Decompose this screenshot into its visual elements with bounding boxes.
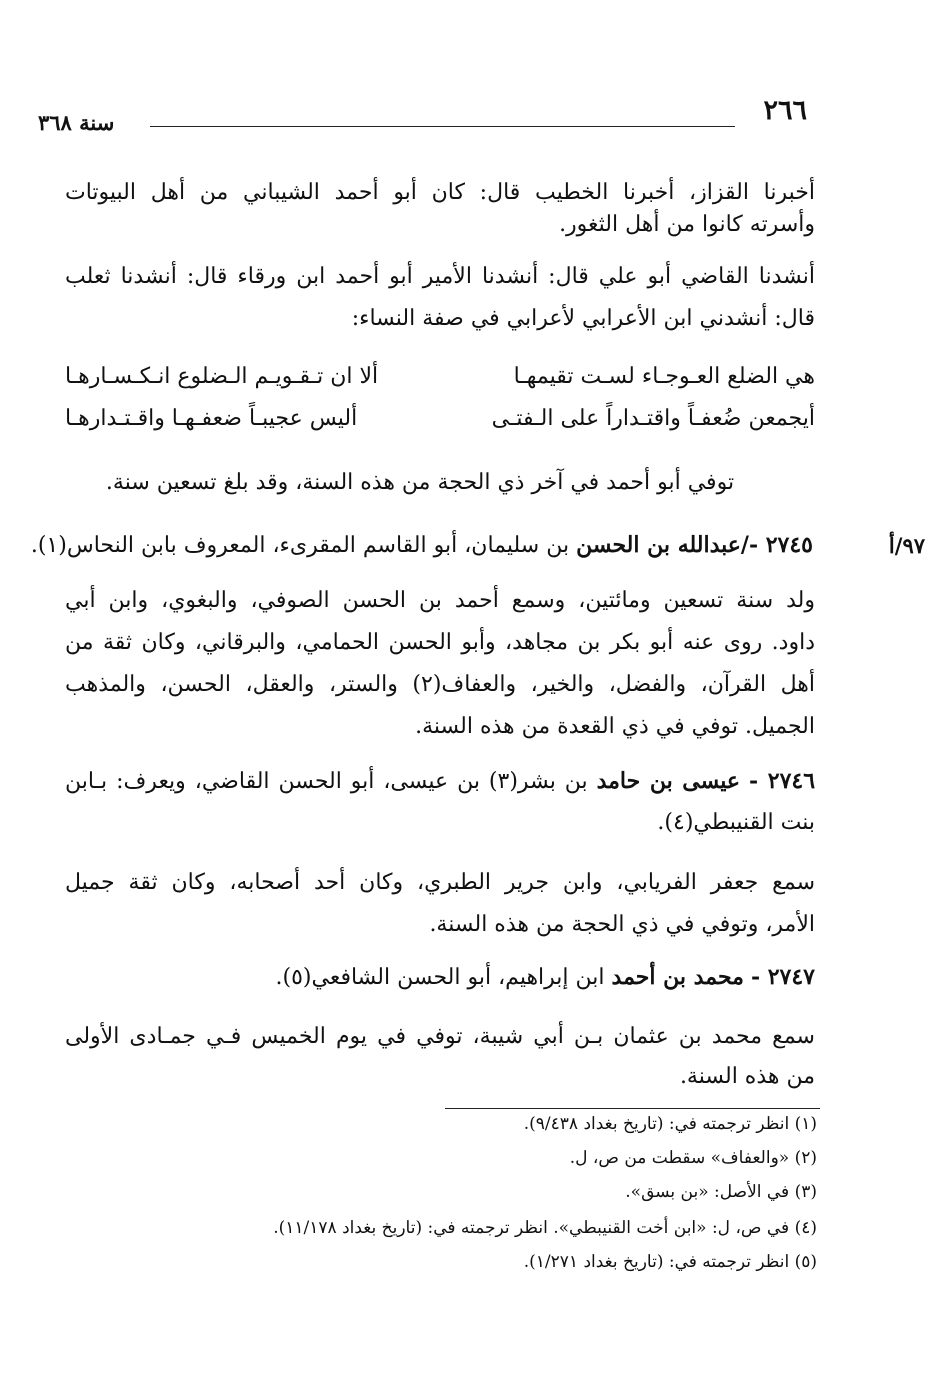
paragraph-line: الجميل. توفي في ذي القعدة من هذه السنة.: [415, 714, 815, 739]
entry-number: ٢٧٤٧ -: [750, 964, 815, 990]
footnote: (٤) في ص، ل: «ابن أخت القنيبطي». انظر ترجمته في: (تاريخ بغداد ١١/١٧٨).: [273, 1218, 817, 1238]
entry-heading-2745: [30, 530, 813, 561]
entry-name: محمد بن أحمد: [611, 964, 744, 990]
paragraph-line: أخبرنا القزاز، أخبرنا الخطيب قال: كان أبو أحمد الشيباني من أهل البيوتات: [65, 180, 815, 205]
verse-hemistich: أيجمعن ضُعفـاً واقتـداراً على الـفتـى: [491, 406, 815, 431]
paragraph-line: سمع جعفر الفريابي، وابن جرير الطبري، وكان أحد أصحابه، وكان ثقة جميل: [65, 870, 815, 895]
verse-hemistich: ألا ان تـقـويـم الـضلوع انـكـسـارهـا: [65, 364, 379, 389]
footnote: (١) انظر ترجمته في: (تاريخ بغداد ٩/٤٣٨).: [523, 1114, 817, 1134]
paragraph-line: ولد سنة تسعين ومائتين، وسمع أحمد بن الحسن الصوفي، والبغوي، وابن أبي: [65, 588, 815, 613]
entry-heading-2747: [65, 962, 815, 993]
paragraph-line: وأسرته كانوا من أهل الثغور.: [559, 212, 815, 237]
entry-name: عيسى بن حامد: [596, 768, 741, 794]
paragraph-line: من هذه السنة.: [679, 1064, 815, 1089]
entry-number: ٢٧٤٥ -: [748, 532, 813, 558]
death-note: توفي أبو أحمد في آخر ذي الحجة من هذه السنة، وقد بلغ تسعين سنة.: [105, 470, 735, 495]
entry-name: /عبدالله بن الحسن: [576, 532, 749, 558]
paragraph-line: سمع محمد بن عثمان بـن أبي شيبة، توفي في يوم الخميس فـي جمـادى الأولى: [65, 1024, 815, 1049]
verse-hemistich: هي الضلع العـوجـاء لسـت تقيمهـا: [513, 364, 815, 389]
entry-number: ٢٧٤٦ -: [749, 768, 816, 794]
paragraph-line: بنت القنيبطي(٤).: [657, 810, 815, 835]
page-number: ٢٦٦: [763, 95, 807, 126]
paragraph-line: قال: أنشدني ابن الأعرابي لأعرابي في صفة النساء:: [351, 306, 815, 331]
entry-heading-rest: ابن إبراهيم، أبو الحسن الشافعي(٥).: [275, 965, 612, 990]
entry-heading-rest: بن سليمان، أبو القاسم المقرىء، المعروف بابن النحاس(١).: [30, 533, 577, 558]
footnote-rule: [445, 1108, 820, 1109]
footnote: (٢) «والعفاف» سقطت من ص، ل.: [569, 1148, 817, 1168]
verse-hemistich: أليس عجيبـاً ضعفـهـا واقـتـدارهـا: [65, 406, 358, 431]
paragraph-line: داود. روى عنه أبو بكر بن مجاهد، وأبو الحسن الحمامي، والبرقاني، وكان ثقة من: [65, 630, 815, 655]
footnote: (٣) في الأصل: «بن بسق».: [625, 1182, 817, 1202]
paragraph-line: أنشدنا القاضي أبو علي قال: أنشدنا الأمير أبو أحمد ابن ورقاء قال: أنشدنا ثعلب: [65, 264, 815, 289]
entry-heading-2746: [65, 766, 815, 797]
header-rule: [150, 126, 735, 127]
paragraph-line: أهل القرآن، والفضل، والخير، والعفاف(٢) والستر، والعقل، الحسن، والمذهب: [65, 672, 816, 697]
entry-heading-rest: بن بشر(٣) بن عيسى، أبو الحسن القاضي، ويعرف: بـابن: [65, 769, 597, 794]
margin-folio-reference: ٩٧/أ: [888, 533, 925, 558]
running-title: سنة ٣٦٨: [38, 110, 115, 135]
footnote: (٥) انظر ترجمته في: (تاريخ بغداد ١/٢٧١).: [523, 1252, 817, 1272]
paragraph-line: الأمر، وتوفي في ذي الحجة من هذه السنة.: [429, 912, 815, 937]
